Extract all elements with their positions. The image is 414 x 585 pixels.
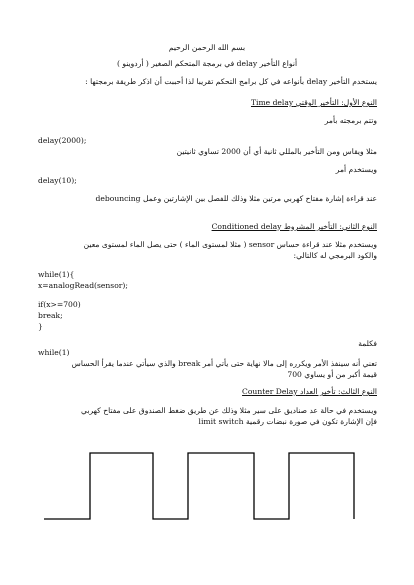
- section1-code2: delay(10);: [38, 176, 77, 185]
- section3-heading: النوع الثالث: تأخير العداد Counter Delay: [242, 387, 377, 396]
- section1-code1: delay(2000);: [38, 136, 87, 145]
- bismillah-line: بسم الله الرحمن الرحيم: [168, 43, 246, 52]
- section3-line1: ويستخدم في حالة عد صناديق على سير مثلا وذلك عن طريق ضغط الصندوق على مفتاح كهربي: [81, 406, 377, 415]
- document-title: أنواع التأخير delay في برمجة المتحكم الصغير ( أردوينو ): [116, 59, 298, 68]
- code-line: if(x>=700): [38, 300, 81, 309]
- code-line: while(1){: [38, 270, 75, 279]
- section2-line5: قيمة أكبر من أو يساوي 700: [287, 370, 377, 379]
- section1-line4: عند قراءة إشارة مفتاح كهربي مرتين مثلا وذلك للفصل بين الإشارتين وعمل debouncing: [95, 194, 377, 203]
- section1-line2: مثلا ويقاس ومن التأخير بالمللي ثانية أي أن 2000 تساوي ثانيتين: [176, 147, 377, 156]
- intro-paragraph: يستخدم التأخير delay بأنواعه في كل برامج التحكم تقريبا لذا أحببت أن اذكر طريقة برمجتها :: [85, 77, 377, 86]
- square-wave-line: [44, 453, 354, 519]
- section2-line1: ويستخدم مثلا عند قراءة حساس sensor ( مثلا لمستوى الماء ) حتى يصل الماء لمستوى معين: [83, 240, 377, 249]
- section2-code-word: while(1): [38, 348, 70, 357]
- section1-line3: ويستخدم أمر: [335, 165, 377, 174]
- section1-heading: النوع الأول: التأخير الوقتي Time delay: [250, 98, 377, 107]
- section1-line1: وتتم برمجته بأمر: [324, 116, 377, 125]
- section2-line4: تعني أنه سينفذ الأمر ويكرره إلى مالا نهاية حتى يأتي أمر break والذي سيأتي عندما يقرأ الحساس: [71, 359, 377, 368]
- code-line: x=analogRead(sensor);: [38, 281, 128, 290]
- code-line: break;: [38, 311, 63, 320]
- code-line: }: [38, 322, 43, 331]
- section2-heading: النوع الثاني: التأخير المشروط Conditioned delay: [211, 222, 377, 231]
- section3-line2: limit switch فإن الإشارة تكون في صورة نبضات رقمية: [198, 417, 377, 426]
- section2-line3: فكلمة: [358, 339, 377, 348]
- section2-line2: والكود البرمجي له كالتالي:: [293, 251, 377, 260]
